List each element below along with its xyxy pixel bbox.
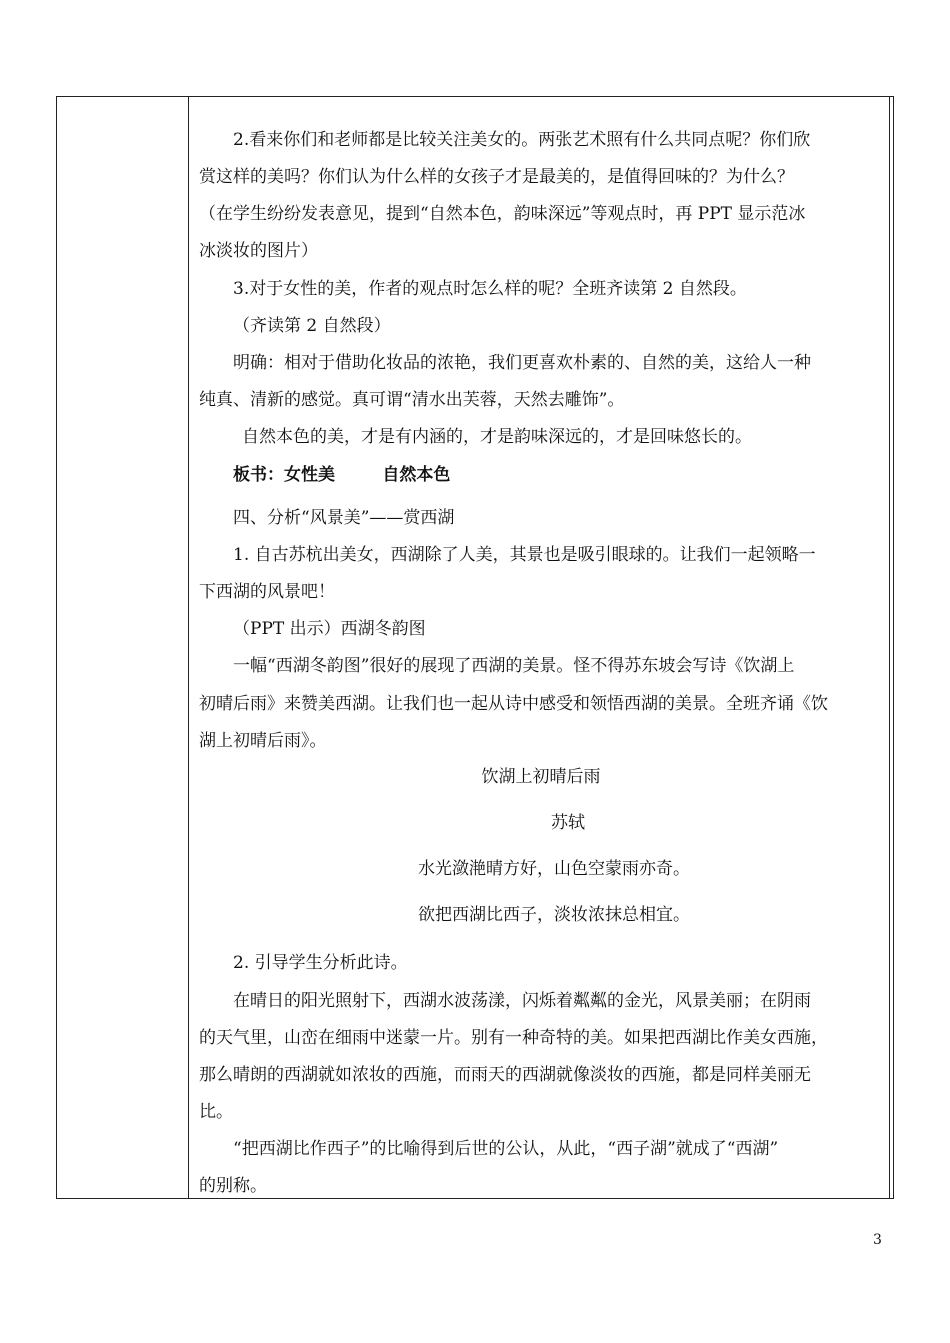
text-line: （在学生纷纷发表意见，提到“自然本色，韵味深远”等观点时，再 PPT 显示范冰 <box>199 204 806 224</box>
text-line: 的别称。 <box>199 1176 267 1196</box>
text-line: “把西湖比作西子”的比喻得到后世的公认，从此，“西子湖”就成了“西湖” <box>233 1139 779 1159</box>
poem-author: 苏轼 <box>551 813 585 833</box>
text-line: 下西湖的风景吧！ <box>199 582 335 602</box>
text-line: 冰淡妆的图片） <box>199 241 318 261</box>
column-divider <box>188 97 189 1198</box>
text-line: 纯真、清新的感觉。真可谓“清水出芙蓉，天然去雕饰”。 <box>199 390 625 410</box>
text-line: 那么晴朗的西湖就如浓妆的西施，而雨天的西湖就像淡妆的西施，都是同样美丽无 <box>199 1065 811 1085</box>
text-line: 初晴后雨》来赞美西湖。让我们也一起从诗中感受和领悟西湖的美景。全班齐诵《饮 <box>199 694 828 714</box>
page-number: 3 <box>873 1232 882 1248</box>
text-line: 2.看来你们和老师都是比较关注美女的。两张艺术照有什么共同点呢？你们欣 <box>233 130 811 150</box>
text-line: 明确：相对于借助化妆品的浓艳，我们更喜欢朴素的、自然的美，这给人一种 <box>233 353 811 373</box>
poem-line: 水光潋滟晴方好，山色空蒙雨亦奇。 <box>418 859 690 879</box>
section-heading: 四、分析“风景美”——赏西湖 <box>233 508 455 528</box>
right-border-inner <box>889 97 890 1198</box>
text-line: 的天气里，山峦在细雨中迷蒙一片。别有一种奇特的美。如果把西湖比作美女西施， <box>199 1028 828 1048</box>
text-line: （PPT 出示）西湖冬韵图 <box>233 619 426 639</box>
text-line: 一幅“西湖冬韵图”很好的展现了西湖的美景。怪不得苏东坡会写诗《饮湖上 <box>233 656 795 676</box>
text-line: 湖上初晴后雨》。 <box>199 731 327 751</box>
poem-title: 饮湖上初晴后雨 <box>481 767 601 787</box>
text-line: 3.对于女性的美，作者的观点时怎么样的呢？全班齐读第 2 自然段。 <box>233 279 747 299</box>
text-line: 赏这样的美吗？你们认为什么样的女孩子才是最美的，是值得回味的？为什么？ <box>199 167 794 187</box>
text-line: 在晴日的阳光照射下，西湖水波荡漾，闪烁着粼粼的金光，风景美丽；在阴雨 <box>233 991 811 1011</box>
text-line: 2. 引导学生分析此诗。 <box>233 953 408 973</box>
poem-line: 欲把西湖比西子，淡妆浓抹总相宜。 <box>418 905 690 925</box>
text-line: 比。 <box>199 1102 233 1122</box>
lesson-table <box>56 96 894 1199</box>
text-line: 1. 自古苏杭出美女，西湖除了人美，其景也是吸引眼球的。让我们一起领略一 <box>233 545 816 565</box>
text-line: （齐读第 2 自然段） <box>233 316 391 336</box>
text-line: 自然本色的美，才是有内涵的，才是韵味深远的，才是回味悠长的。 <box>242 427 752 447</box>
board-note: 板书：女性美 自然本色 <box>233 465 451 485</box>
